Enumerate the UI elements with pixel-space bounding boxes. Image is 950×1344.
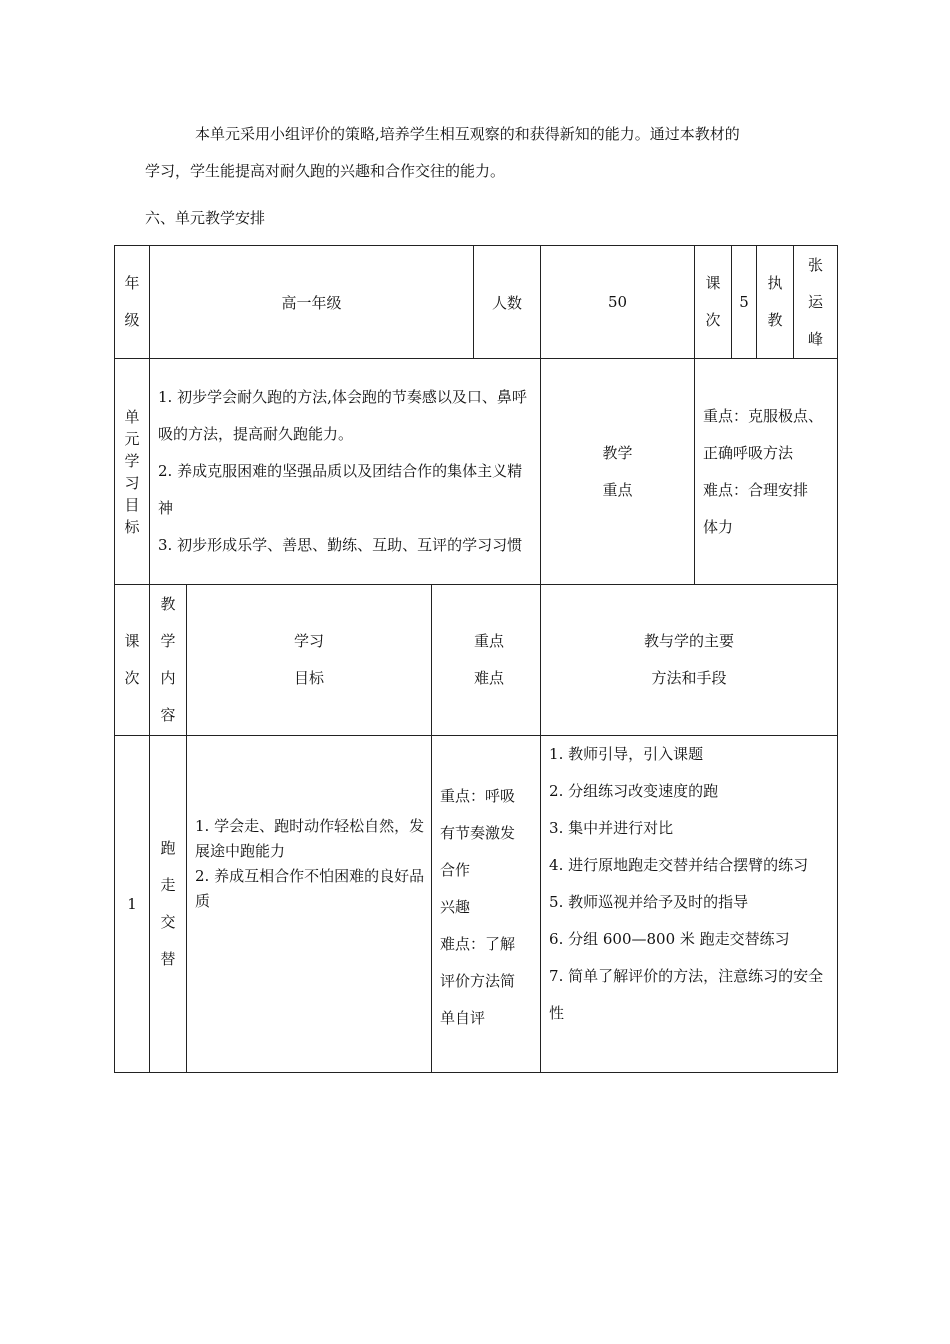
lesson-key-line: 评价方法简 (440, 972, 516, 990)
focus-line: 难点：合理安排 (703, 480, 809, 499)
lesson-key-line: 兴趣 (440, 898, 471, 916)
lessons-label-text: 课次 (705, 274, 721, 329)
col-targets-2: 目标 (293, 669, 324, 687)
col-methods-2: 方法和手段 (651, 669, 727, 687)
lesson-key-line: 单自评 (440, 1009, 486, 1027)
intro-line-2: 学习，学生能提高对耐久跑的兴趣和合作交往的能力。 (145, 162, 506, 180)
col-targets (187, 585, 432, 736)
col-content (150, 585, 187, 736)
lesson-methods (541, 736, 838, 1073)
teaching-focus-content (695, 359, 838, 585)
teaching-plan-table (114, 245, 838, 1073)
teaching-focus-label (541, 359, 695, 585)
lesson-key-line: 有节奏激发 (440, 824, 516, 842)
lesson-key-line: 合作 (440, 861, 471, 879)
col-lesson-number-text: 课次 (124, 632, 140, 687)
lesson-number: 1 (115, 736, 150, 1073)
lesson-key-line: 难点：了解 (440, 935, 516, 953)
people-label: 人数 (474, 246, 541, 359)
intro-line-1: 本单元采用小组评价的策略,培养学生相互观察的和获得新知的能力。通过本教材的 (195, 125, 740, 143)
lesson-target-item: 2. 养成互相合作不怕困难的良好品质 (195, 867, 425, 910)
goals-row (115, 359, 838, 585)
lesson-method-item: 6. 分组 600—800 米 跑走交替练习 (549, 930, 790, 948)
goal-item: 1. 初步学会耐久跑的方法,体会跑的节奏感以及口、鼻呼吸的方法，提高耐久跑能力。 (158, 388, 527, 443)
goals-label-text: 单元学习目标 (124, 407, 140, 536)
goal-item: 2. 养成克服困难的坚强品质以及团结合作的集体主义精神 (158, 462, 523, 517)
section-heading: 六、单元教学安排 (145, 209, 266, 227)
focus-line: 正确呼吸方法 (703, 443, 794, 462)
focus-line: 体力 (703, 517, 734, 536)
intro-paragraph (145, 116, 825, 190)
teacher-label (757, 246, 794, 359)
lessons-value: 5 (732, 246, 757, 359)
lesson-method-item: 1. 教师引导，引入课题 (549, 745, 704, 763)
people-value: 50 (541, 246, 695, 359)
col-methods-1: 教与学的主要 (644, 632, 735, 650)
lesson-method-item: 4. 进行原地跑走交替并结合摆臂的练习 (549, 856, 809, 874)
col-content-text: 教学内容 (160, 595, 176, 724)
teacher-label-text: 执教 (767, 274, 783, 329)
focus-label-1: 教学 (602, 443, 633, 462)
col-targets-1: 学习 (293, 632, 324, 650)
grade-label (115, 246, 150, 359)
col-key-2: 难点 (474, 669, 505, 687)
col-methods (541, 585, 838, 736)
grade-value: 高一年级 (150, 246, 474, 359)
lesson-method-item: 7. 简单了解评价的方法，注意练习的安全性 (549, 967, 824, 1022)
lesson-row (115, 736, 838, 1073)
lesson-method-item: 2. 分组练习改变速度的跑 (549, 782, 719, 800)
lesson-target-item: 1. 学会走、跑时动作轻松自然，发展途中跑能力 (195, 817, 425, 860)
focus-line: 重点：克服极点、 (703, 406, 824, 425)
goal-item: 3. 初步形成乐学、善思、勤练、互助、互评的学习习惯 (158, 536, 523, 554)
goals-list (150, 359, 541, 585)
lesson-content (150, 736, 187, 1073)
lessons-label (695, 246, 732, 359)
goals-label (115, 359, 150, 585)
teacher-value-text: 张运峰 (808, 255, 824, 348)
grade-label-text: 年级 (124, 274, 140, 329)
header-row (115, 246, 838, 359)
lesson-key-line: 重点：呼吸 (440, 787, 516, 805)
lesson-content-text: 跑走交替 (160, 839, 176, 968)
lesson-method-item: 5. 教师巡视并给予及时的指导 (549, 893, 749, 911)
lesson-method-item: 3. 集中并进行对比 (549, 819, 674, 837)
lesson-targets (187, 736, 432, 1073)
col-key-1: 重点 (474, 632, 505, 650)
col-key-points (432, 585, 541, 736)
lesson-key-points (432, 736, 541, 1073)
focus-label-2: 重点 (602, 480, 633, 499)
teacher-value (794, 246, 838, 359)
col-lesson-number (115, 585, 150, 736)
column-header-row (115, 585, 838, 736)
